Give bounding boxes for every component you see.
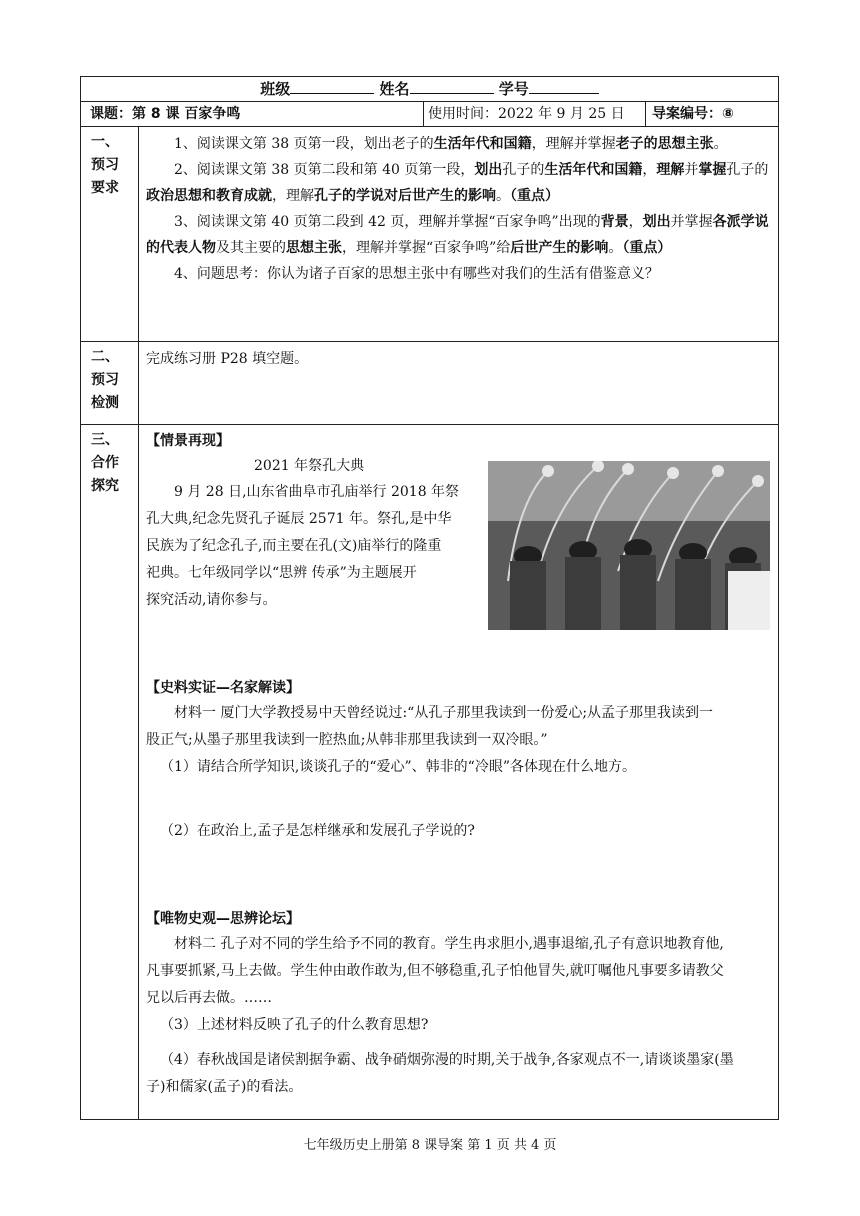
req2-text-e: ， — [642, 162, 657, 178]
requirement-4: 4、问题思考：你认为诸子百家的思想主张中有哪些对我们的生活有借鉴意义？ — [174, 266, 659, 282]
section2-label-line3: 检测 — [91, 395, 119, 411]
evidence-heading: 【史料实证—名家解读】 — [146, 680, 300, 696]
req2-text-h: 掌握 — [698, 162, 727, 178]
lesson-info-row — [81, 102, 779, 127]
req1-text-b: 生活年代和国籍 — [433, 136, 532, 152]
usage-time: 使用时间：2022 年 9 月 25 日 — [424, 102, 646, 127]
scene-line-1: 9 月 28 日,山东省曲阜市孔庙举行 2018 年祭 — [174, 484, 460, 500]
section3-label-line1: 三、 — [91, 432, 119, 448]
material2-line3: 兄以后再去做。…… — [146, 990, 272, 1006]
scene-line-4: 祀典。七年级同学以“思辨 传承”为主题展开 — [146, 565, 417, 581]
req3-text-i: ，理解并掌握“百家争鸣”给 — [342, 240, 511, 256]
req2-text-d: 生活年代和国籍 — [544, 162, 643, 178]
material1-line2: 股正气;从墨子那里我读到一腔热血;从韩非那里我读到一双冷眼。” — [146, 732, 548, 748]
question-1: （1）请结合所学知识,谈谈孔子的“爱心”、韩非的“冷眼”各体现在什么地方。 — [160, 759, 636, 775]
req2-text-k: ，理解 — [272, 188, 314, 204]
scene-line-2: 孔大典,纪念先贤孔子诞辰 2571 年。祭孔,是中华 — [146, 511, 452, 527]
req2-text-n: （重点） — [510, 188, 559, 204]
class-blank[interactable] — [290, 77, 374, 94]
section1-label-line2: 预习 — [91, 157, 119, 173]
req3-text-e: 并掌握 — [670, 214, 713, 230]
req2-text-i: 孔子的 — [726, 162, 769, 178]
req3-text-c: ， — [628, 214, 643, 230]
section1-label-line1: 一、 — [91, 134, 119, 150]
name-blank[interactable] — [410, 77, 494, 94]
req3-text-j: 后世产生的影响 — [510, 240, 609, 256]
req2-text-g: 并 — [684, 162, 699, 178]
question-4-line2: 子)和儒家(孟子)的看法。 — [146, 1079, 303, 1095]
materialism-heading: 【唯物史观—思辨论坛】 — [146, 911, 300, 927]
req2-text-l: 孔子的学说对后世产生的影响 — [314, 188, 496, 204]
req2-text-b: 划出 — [474, 162, 503, 178]
guide-number: 导案编号：⑧ — [646, 102, 779, 127]
req2-text-a: 2、阅读课文第 38 页第二段和第 40 页第一段， — [174, 162, 475, 178]
requirement-2 — [146, 157, 770, 209]
req1-text-a: 1、阅读课文第 38 页第一段，划出老子的 — [174, 136, 434, 152]
section1-label — [81, 127, 139, 342]
confucius-ceremony-photo — [488, 461, 770, 630]
ceremony-photo-illustration — [488, 461, 770, 630]
student-info-cell — [81, 77, 779, 102]
req2-text-c: 孔子的 — [502, 162, 545, 178]
lesson-topic: 课题：第 8 课 百家争鸣 — [81, 102, 424, 127]
req3-text-f: 各派学说的代表人物 — [146, 214, 769, 256]
scene-heading: 【情景再现】 — [146, 433, 230, 449]
req2-text-m: 。 — [496, 188, 510, 204]
req2-text-j: 政治思想和教育成就 — [146, 188, 272, 204]
section3-label — [81, 425, 139, 1120]
req3-text-h: 思想主张 — [286, 240, 342, 256]
section2-content — [139, 342, 779, 425]
page-footer: 七年级历史上册第 8 课导案 第 1 页 共 4 页 — [303, 1138, 557, 1153]
scene-text — [146, 479, 481, 614]
student-info-row — [81, 77, 779, 102]
material2-line1: 材料二 孔子对不同的学生给予不同的教育。学生冉求胆小,遇事退缩,孔子有意识地教育他, — [174, 936, 724, 952]
question-2: （2）在政治上,孟子是怎样继承和发展孔子学说的? — [160, 823, 475, 839]
section2-label — [81, 342, 139, 425]
number-label: 学号 — [498, 80, 529, 98]
question-3: （3）上述材料反映了孔子的什么教育思想? — [160, 1017, 429, 1033]
name-label: 姓名 — [379, 80, 410, 98]
number-blank[interactable] — [529, 77, 599, 94]
class-label: 班级 — [260, 80, 291, 98]
req3-text-a: 3、阅读课文第 40 页第二段到 42 页，理解并掌握“百家争鸣”出现的 — [174, 214, 601, 230]
req2-text-f: 理解 — [656, 162, 685, 178]
req3-text-b: 背景 — [600, 214, 629, 230]
preview-check-text: 完成练习册 P28 填空题。 — [146, 351, 309, 367]
requirement-1 — [146, 131, 770, 157]
section1-content — [139, 127, 779, 342]
req3-text-k: 。 — [608, 240, 623, 256]
req1-text-d: 老子的思想主张 — [615, 136, 714, 152]
material2-line2: 凡事要抓紧,马上去做。学生仲由敢作敢为,但不够稳重,孔子怕他冒失,就叮嘱他凡事要多请教父 — [146, 963, 724, 979]
req3-text-l: （重点） — [622, 240, 672, 256]
req1-text-e: 。 — [713, 136, 728, 152]
req3-text-d: 划出 — [642, 214, 671, 230]
req1-text-c: ，理解并掌握 — [531, 136, 616, 152]
section-preview-check — [81, 342, 779, 425]
section2-label-line2: 预习 — [91, 372, 119, 388]
question-4-line1: （4）春秋战国是诸侯割据争霸、战争硝烟弥漫的时期,关于战争,各家观点不一,请谈谈墨家(墨 — [160, 1052, 734, 1068]
req3-text-g: 及其主要的 — [216, 240, 286, 256]
scene-line-3: 民族为了纪念孔子,而主要在孔(文)庙举行的隆重 — [146, 538, 442, 554]
section1-label-line3: 要求 — [91, 180, 119, 196]
requirement-3 — [146, 209, 770, 261]
scene-line-5: 探究活动,请你参与。 — [146, 592, 277, 608]
section3-label-line2: 合作 — [91, 455, 119, 471]
material1-line1: 材料一 厦门大学教授易中天曾经说过:“从孔子那里我读到一份爱心;从孟子那里我读到一 — [174, 705, 714, 721]
section2-label-line1: 二、 — [91, 349, 119, 365]
section-preview-requirements — [81, 127, 779, 342]
section3-label-line3: 探究 — [91, 478, 119, 494]
scene-title: 2021 年祭孔大典 — [254, 458, 365, 474]
